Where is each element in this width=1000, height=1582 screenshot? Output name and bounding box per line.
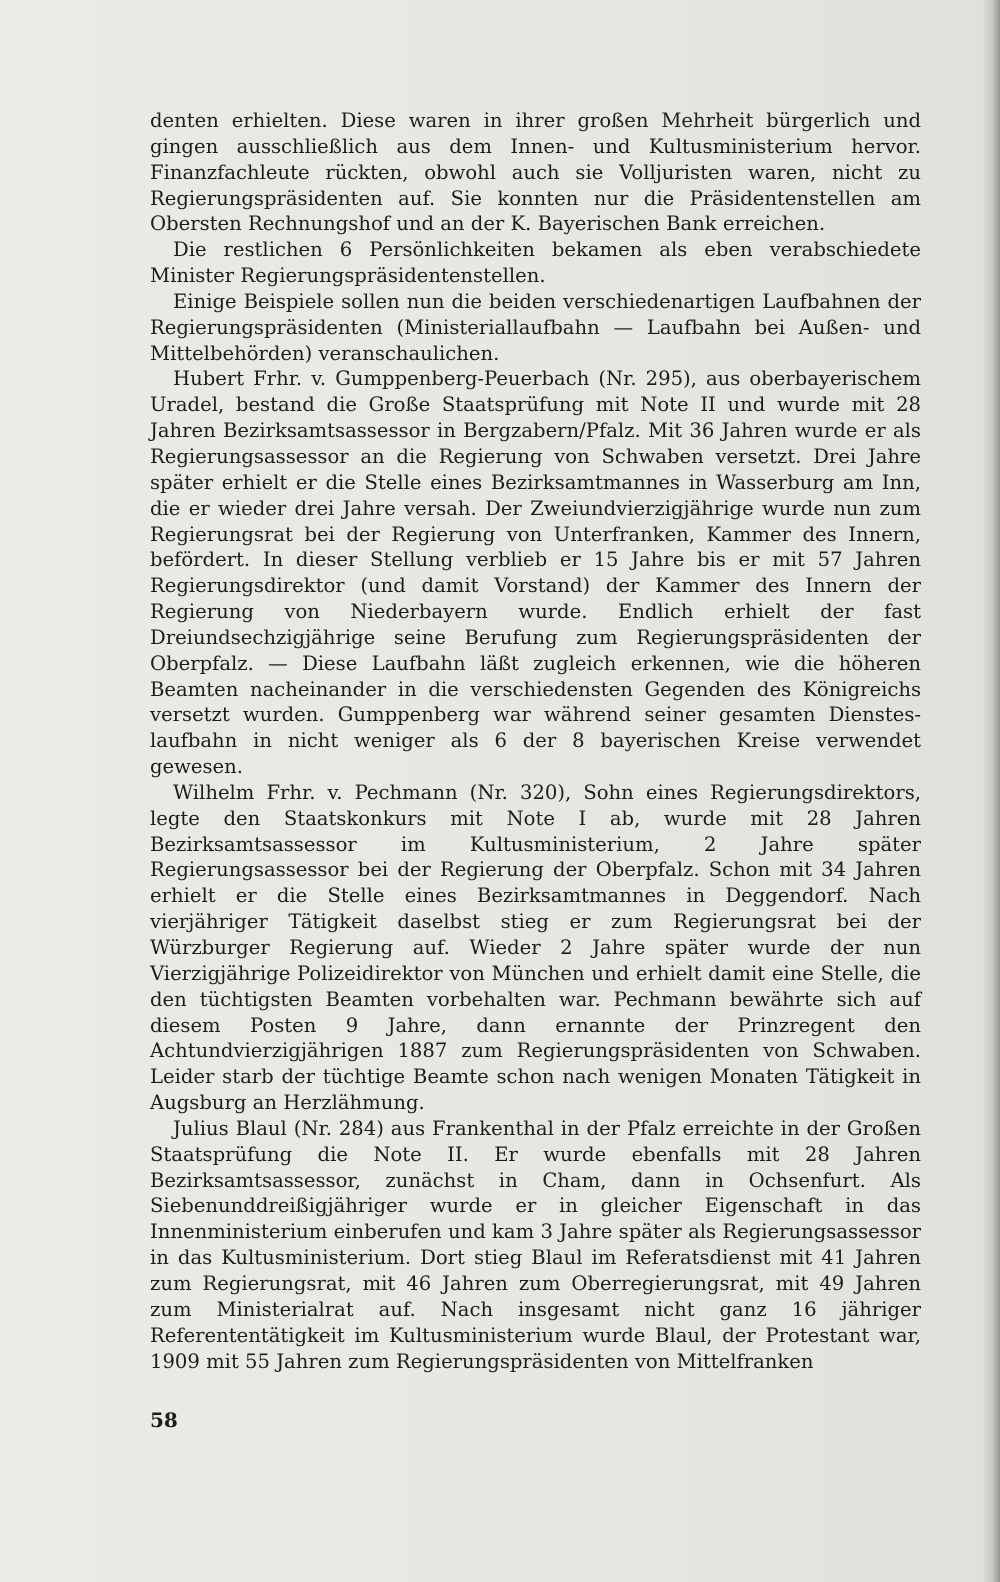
paragraph-gumppenberg: Hubert Frhr. v. Gumppenberg-Peuerbach (Nr. 295), aus oberbayerischem Uradel, bestand die Große Staatsprüfung mit Note II und wurde mit 28 Jahren Bezirksamtsassessor in Bergzabern/Pfalz. Mit 36 Jahren wurde er als Regierungsassessor an die Regierung von Schwaben versetzt. Drei Jahre später erhielt er die Stelle eines Bezirksamtmannes in Wasserburg am Inn, die er wieder drei Jahre versah. Der Zweiundvierzigjährige wurde nun zum Regierungsrat bei der Regierung von Unterfranken, Kammer des Innern, befördert. In dieser Stellung verblieb er 15 Jahre bis er mit 57 Jahren Regierungsdirektor (und damit Vorstand) der Kammer des Innern der Regierung von Niederbayern wurde. Endlich erhielt der fast Dreiundsechzigjährige seine Berufung zum Regierungspräsidenten der Oberpfalz. — Diese Laufbahn läßt zugleich erkennen, wie die höheren Beamten nacheinander in die verschiedensten Gegenden des Königreichs versetzt wurden. Gumppenberg war während seiner gesamten Dienstes-laufbahn in nicht weniger als 6 der 8 bayerischen Kreise verwendet gewesen. <box>150 367 921 779</box>
paragraph-examples-intro: Einige Beispiele sollen nun die beiden verschiedenartigen Laufbahnen der Regierungspräsidenten (Ministeriallaufbahn — Laufbahn bei Außen- und Mittelbehörden) veranschaulichen. <box>150 289 921 365</box>
paragraph-pechmann: Wilhelm Frhr. v. Pechmann (Nr. 320), Sohn eines Regierungsdirektors, legte den Staatskonkurs mit Note I ab, wurde mit 28 Jahren Bezirksamtsassessor im Kultusministerium, 2 Jahre später Regierungsassessor bei der Regierung der Oberpfalz. Schon mit 34 Jahren erhielt er die Stelle eines Bezirksamtmannes in Deggendorf. Nach vierjähriger Tätigkeit daselbst stieg er zum Regierungsrat bei der Würzburger Regierung auf. Wieder 2 Jahre später wurde der nun Vierzigjährige Polizeidirektor von München und erhielt damit eine Stelle, die den tüchtigsten Beamten vorbehalten war. Pechmann bewährte sich auf diesem Posten 9 Jahre, dann ernannte der Prinzregent den Achtundvierzigjährigen 1887 zum Regierungspräsidenten von Schwaben. Leider starb der tüchtige Beamte schon nach wenigen Monaten Tätigkeit in Augsburg an Herzlähmung. <box>150 780 921 1115</box>
paragraph-ministers: Die restlichen 6 Persönlichkeiten bekamen als eben verabschiedete Minister Regierungspräsidentenstellen. <box>150 238 921 288</box>
paragraph-continuation: denten erhielten. Diese waren in ihrer großen Mehrheit bürgerlich und gingen ausschließlich aus dem Innen- und Kultusministerium hervor. Finanzfachleute rückten, obwohl auch sie Volljuristen waren, nicht zu Regierungspräsidenten auf. Sie konnten nur die Präsidentenstellen am Obersten Rechnungshof und an der K. Bayerischen Bank erreichen. <box>150 109 921 236</box>
body-text <box>150 108 921 1374</box>
page-number: 58 <box>150 1408 178 1432</box>
paragraph-blaul: Julius Blaul (Nr. 284) aus Frankenthal in der Pfalz erreichte in der Großen Staatsprüfung die Note II. Er wurde ebenfalls mit 28 Jahren Bezirksamtsassessor, zunächst in Cham, dann in Ochsenfurt. Als Siebenunddreißigjähriger wurde er in gleicher Eigenschaft in das Innenministerium einberufen und kam 3 Jahre später als Regierungsassessor in das Kultusministerium. Dort stieg Blaul im Referatsdienst mit 41 Jahren zum Regierungsrat, mit 46 Jahren zum Oberregierungsrat, mit 49 Jahren zum Ministerialrat auf. Nach insgesamt nicht ganz 16 jähriger Referententätigkeit im Kultusministerium wurde Blaul, der Protestant war, 1909 mit 55 Jahren zum Regierungspräsidenten von Mittelfranken <box>150 1116 921 1373</box>
page-spine-shadow <box>982 0 1000 1582</box>
